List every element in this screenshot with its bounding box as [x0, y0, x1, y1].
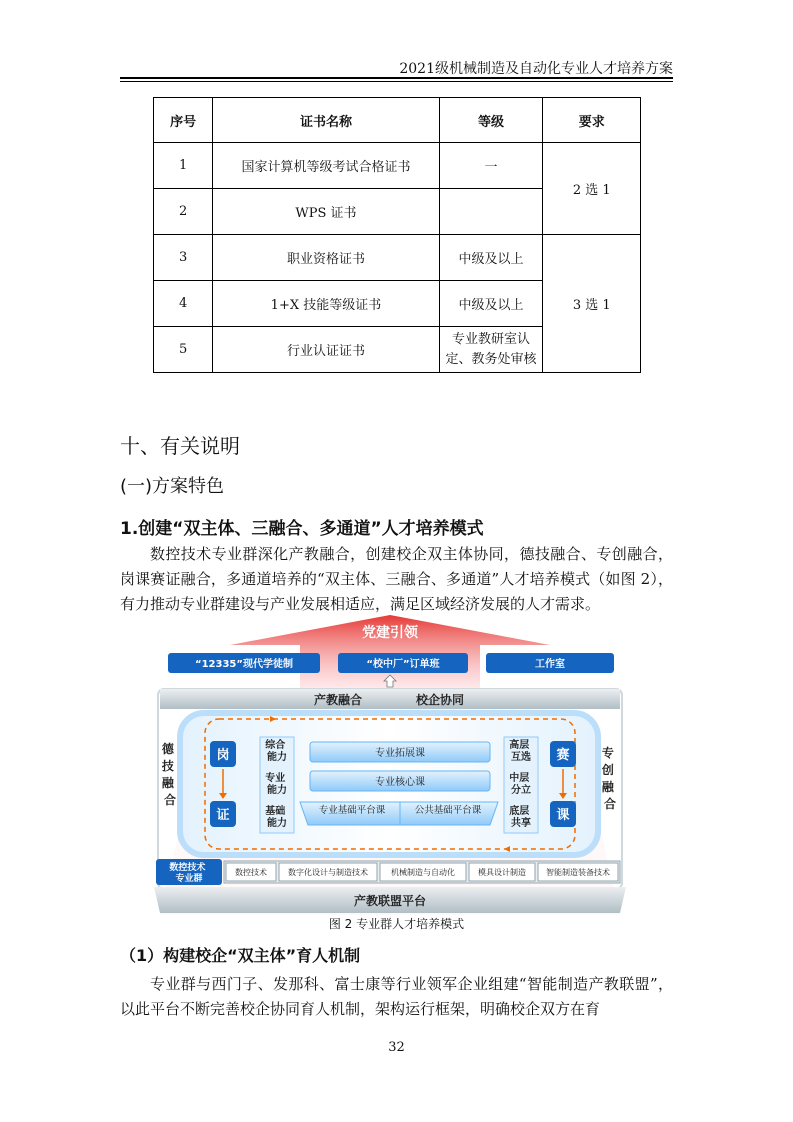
channel-low [509, 804, 532, 829]
order-class-label: “校中厂”订单班 [366, 659, 440, 670]
major-label: 智能制造装备技术 [546, 868, 610, 877]
cell-no: 2 [154, 189, 213, 235]
channel-2-line-2: 分立 [511, 785, 531, 796]
ability-1-line-1: 综合 [265, 740, 286, 751]
group-label-line-1: 数控技术 [169, 863, 206, 873]
channel-1-line-2: 互选 [511, 752, 531, 763]
running-header: 2021级机械制造及自动化专业人才培养方案 [399, 61, 673, 77]
ability-1-line-2: 能力 [267, 752, 287, 763]
left-char-1: 德 [161, 742, 174, 756]
cell-name: 国家计算机等级考试合格证书 [213, 143, 439, 189]
cell-level: 中级及以上 [439, 281, 543, 327]
studio-label: 工作室 [535, 659, 565, 670]
right-char-3: 融 [601, 780, 614, 794]
paragraph-mechanism: 专业群与西门子、发那科、富士康等行业领军企业组建“智能制造产教联盟”，以此平台不断完善校企协同育人机制，架构运行框架，明确校企双方在育 [120, 975, 673, 1018]
cell-level: 专业教研室认定、教务处审核 [439, 327, 543, 373]
band-label-right: 校企协同 [415, 693, 465, 707]
major-label: 数控技术 [235, 868, 267, 877]
cell-requirement: 3 选 1 [543, 235, 641, 373]
right-side-label [601, 745, 618, 811]
subitem-heading: （1）构建校企“双主体”育人机制 [120, 946, 361, 965]
cell-no: 4 [154, 281, 213, 327]
channel-mid [509, 771, 532, 796]
cell-level [439, 189, 543, 235]
cell-name: 1+X 技能等级证书 [213, 281, 439, 327]
table-row [154, 235, 641, 281]
cell-level: 一 [439, 143, 543, 189]
ability-basic [265, 804, 288, 829]
right-char-2: 创 [601, 763, 614, 777]
channel-3-line-1: 底层 [509, 806, 530, 817]
cell-no: 3 [154, 235, 213, 281]
header-rule-thin [120, 81, 673, 82]
apprenticeship-label: “12335”现代学徒制 [195, 659, 293, 670]
channel-1-line-1: 高层 [509, 740, 530, 751]
ability-comprehensive [265, 738, 288, 763]
table-row [154, 143, 641, 189]
training-model-diagram [150, 615, 630, 915]
course-basic-platform-label: 专业基础平台课 [318, 805, 386, 816]
node-certificate-label: 证 [216, 808, 230, 823]
integration-band [160, 689, 620, 709]
ability-3-line-1: 基础 [265, 806, 286, 817]
cell-level: 中级及以上 [439, 235, 543, 281]
right-char-4: 合 [603, 797, 617, 811]
col-header-name: 证书名称 [213, 98, 439, 143]
course-core-label: 专业核心课 [375, 777, 425, 788]
ability-2-line-2: 能力 [267, 785, 287, 796]
left-char-4: 合 [163, 793, 177, 807]
figure-caption: 图 2 专业群人才培养模式 [328, 917, 465, 931]
node-post-label: 岗 [216, 748, 230, 763]
header-rule-thick [120, 77, 673, 79]
major-label: 模具设计制造 [478, 868, 526, 877]
major-label: 机械制造与自动化 [391, 868, 455, 877]
cell-no: 5 [154, 327, 213, 373]
node-course-label: 课 [556, 808, 570, 823]
band-label-left: 产教融合 [313, 693, 363, 707]
major-label: 数字化设计与制造技术 [288, 868, 368, 877]
col-header-no: 序号 [154, 98, 213, 143]
section-heading: 十、有关说明 [120, 434, 240, 458]
cell-name: 职业资格证书 [213, 235, 439, 281]
top-arrow-label: 党建引领 [362, 625, 418, 641]
item-heading: 1.创建“双主体、三融合、多通道”人才培养模式 [120, 519, 484, 539]
certificate-table [153, 97, 641, 373]
channel-high [509, 738, 532, 763]
left-char-3: 融 [161, 776, 174, 790]
left-side-label [161, 741, 178, 807]
paragraph-intro: 数控技术专业群深化产教融合，创建校企双主体协同，德技融合、专创融合，岗课赛证融合，多通道培养的“双主体、三融合、多通道”人才培养模式（如图 2），有力推动专业群建设与产业发展相适应，满足区域经济发展的人才需求。 [120, 545, 673, 613]
table-header-row [154, 98, 641, 143]
channel-2-line-1: 中层 [509, 773, 530, 784]
cell-requirement: 2 选 1 [543, 143, 641, 235]
platform-label: 产教联盟平台 [353, 894, 427, 908]
page-number: 32 [388, 1040, 405, 1055]
cell-name: WPS 证书 [213, 189, 439, 235]
right-char-1: 专 [601, 746, 614, 760]
subsection-heading: (一)方案特色 [120, 476, 225, 497]
ability-2-line-1: 专业 [265, 773, 286, 784]
channel-3-line-2: 共享 [511, 818, 531, 829]
ability-3-line-2: 能力 [267, 818, 287, 829]
group-label-line-2: 专业群 [175, 874, 203, 884]
node-competition-label: 赛 [556, 748, 570, 763]
course-extension-label: 专业拓展课 [375, 748, 425, 759]
cell-no: 1 [154, 143, 213, 189]
col-header-level: 等级 [439, 98, 543, 143]
ability-professional [265, 771, 288, 796]
course-public-platform-label: 公共基础平台课 [414, 805, 482, 816]
col-header-requirement: 要求 [543, 98, 641, 143]
left-char-2: 技 [161, 759, 174, 773]
cell-name: 行业认证证书 [213, 327, 439, 373]
